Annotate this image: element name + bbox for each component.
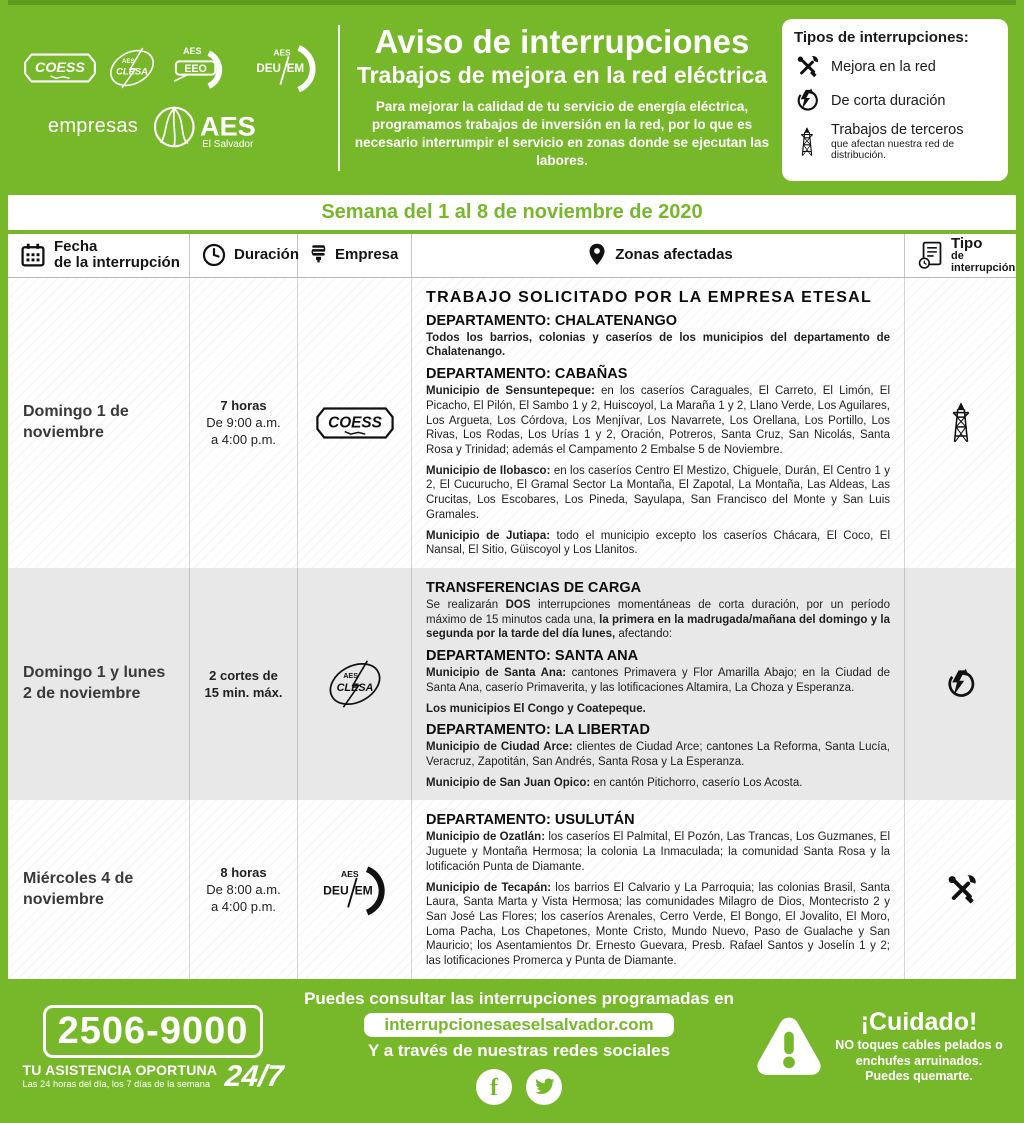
bulb-icon bbox=[310, 241, 327, 269]
tower-icon bbox=[905, 278, 1016, 568]
deusem-logo-em-text: EM bbox=[286, 61, 304, 75]
header-divider bbox=[338, 25, 340, 171]
zones-cell bbox=[412, 568, 905, 800]
table-row-miercoles-4 bbox=[8, 800, 1016, 978]
row-duration bbox=[190, 278, 298, 568]
aes-deusem-logo bbox=[298, 800, 412, 978]
deusem-logo-em-text: EM bbox=[354, 883, 373, 898]
column-header-zonas bbox=[412, 234, 905, 277]
aes-sub-text: El Salvador bbox=[202, 138, 254, 150]
caution-bold: NO bbox=[835, 1038, 855, 1053]
consult-block bbox=[294, 989, 744, 1105]
duration-line: 8 horas bbox=[220, 864, 267, 880]
aes-el-salvador-logo bbox=[150, 101, 300, 153]
row-date: Domingo 1 de noviembre bbox=[8, 278, 190, 568]
clesa-logo-aes-text: AES bbox=[121, 57, 135, 65]
assistance-block bbox=[20, 1005, 286, 1093]
deusem-logo-aes-text: AES bbox=[272, 47, 291, 58]
zone-paragraph: Municipio de Santa Ana: cantones Primavera y Flor Amarilla Abajo; en la Ciudad de Santa Ana, caserío Primaverita, y las lotificaciones Altamira, La Choza y Esperanza. bbox=[426, 667, 890, 694]
short-duration-icon bbox=[905, 568, 1016, 800]
badge-24-7: 24/7 bbox=[224, 1059, 285, 1093]
distributor-logos-row bbox=[16, 43, 332, 93]
page-description: Para mejorar la calidad de tu servicio de energía eléctrica, programamos trabajos de inversión en la red, por lo que es necesario interrumpir el servicio en zonas donde se ejecutan las labores. bbox=[354, 98, 770, 169]
deusem-logo-deu-text: DEU bbox=[322, 883, 349, 898]
row-date: Domingo 1 y lunes 2 de noviembre bbox=[8, 568, 190, 800]
empresas-label: empresas bbox=[47, 115, 139, 138]
tools-icon bbox=[905, 800, 1016, 978]
zone-paragraph: Municipio de Jutiapa: todo el municipio excepto los caseríos Chácara, El Coco, El Nansal, El Sitio, Güiscoyol y Los Llanitos. bbox=[426, 529, 890, 557]
fecha-line1: Fecha bbox=[54, 238, 98, 256]
row-duration bbox=[190, 568, 298, 800]
page-title: Aviso de interrupciones bbox=[374, 23, 750, 61]
consult-line1: Puedes consultar las interrupciones programadas en bbox=[304, 988, 734, 1008]
zones-title: TRABAJO SOLICITADO POR LA EMPRESA ETESAL bbox=[426, 288, 873, 306]
zone-paragraph: Se realizarán DOS interrupciones momentáneas de corta duración, por un período máximo de 15 minutos cada una, la primera en la madrugada/mañana del domingo y la segunda por la tarde del día lunes, afectando: bbox=[426, 598, 890, 641]
duration-line: a 4:00 p.m. bbox=[210, 432, 277, 448]
duration-line: 15 min. máx. bbox=[204, 685, 283, 701]
consult-line2: Y a través de nuestras redes sociales bbox=[367, 1040, 671, 1060]
zones-cell bbox=[412, 800, 905, 978]
department-heading: DEPARTAMENTO: CHALATENANGO bbox=[426, 312, 678, 329]
clesa-logo-aes-text: AES bbox=[342, 671, 358, 681]
table-row-domingo-1 bbox=[8, 278, 1016, 568]
department-heading: DEPARTAMENTO: USULUTÁN bbox=[426, 812, 635, 829]
assistance-subtitle: Las 24 horas del día, los 7 días de la semana bbox=[22, 1079, 211, 1090]
column-header-empresa bbox=[298, 234, 412, 277]
legend-label-mejora: Mejora en la red bbox=[831, 59, 936, 75]
department-heading: DEPARTAMENTO: LA LIBERTAD bbox=[426, 722, 650, 739]
tools-icon bbox=[794, 55, 820, 79]
legend-label-corta-duracion: De corta duración bbox=[831, 92, 946, 109]
legend-sublabel-terceros: que afectan nuestra red de distribución. bbox=[831, 139, 955, 162]
legend-title: Tipos de interrupciones: bbox=[794, 29, 969, 46]
duration-line: De 9:00 a.m. bbox=[206, 415, 281, 431]
coess-logo-text: COESS bbox=[34, 59, 85, 76]
column-label-empresa: Empresa bbox=[335, 246, 399, 264]
zone-paragraph: Municipio de Ozatlán: los caseríos El Palmital, El Pozón, Las Trancas, Los Guzmanes, El Juguete y Montaña Hermosa; la colonia La Inmaculada; la comunidad Santa Rosa y la lotificación Punta de Diamante. bbox=[426, 831, 891, 873]
legend-item-terceros bbox=[794, 122, 996, 162]
tipo-line2: de interrupción bbox=[951, 250, 1016, 274]
table-row-domingo-1-lunes-2 bbox=[8, 568, 1016, 800]
column-header-duracion bbox=[190, 234, 298, 277]
duration-line: 2 cortes de bbox=[209, 668, 278, 684]
column-label-zonas: Zonas afectadas bbox=[615, 246, 733, 264]
column-label-fecha bbox=[54, 239, 180, 271]
eeo-logo-text: EEO bbox=[183, 62, 207, 75]
assistance-title: TU ASISTENCIA OPORTUNA bbox=[22, 1062, 218, 1079]
clock-icon bbox=[202, 243, 226, 267]
zones-cell bbox=[412, 278, 905, 568]
column-label-tipo bbox=[951, 236, 1015, 275]
caution-text-block bbox=[834, 1009, 1004, 1085]
zone-paragraph: Municipio de Ciudad Arce: clientes de Ciudad Arce; cantones La Reforma, Santa Lucía, Veracruz, Zapotitán, San Andrés, Santa Rosa y La Esperanza. bbox=[426, 741, 890, 768]
row-date: Miércoles 4 de noviembre bbox=[8, 800, 190, 978]
clesa-logo-text: CLESA bbox=[115, 66, 148, 77]
zone-paragraph: Municipio de San Juan Opico: en cantón Pitichorro, caserío Los Acosta. bbox=[426, 776, 803, 789]
legend-item-mejora bbox=[794, 55, 996, 79]
caution-block bbox=[752, 1009, 1004, 1085]
assistance-row bbox=[22, 1059, 285, 1093]
zone-paragraph: Municipio de Ilobasco: en los caseríos Centro El Mestizo, Chiguele, Durán, El Centro 1 y 2, El Cucurucho, El Gramal Sector La Montaña, El Zapotal, La Montaña, Las Aldeas, Las Crucitas, Los Escobares, Los Pineda, Sayulapa, San Francisco del Monte y San Luis Gramales. bbox=[426, 464, 890, 521]
empresas-row bbox=[16, 101, 332, 153]
phone-number[interactable]: 2506-9000 bbox=[43, 1005, 264, 1059]
header bbox=[8, 5, 1016, 195]
department-heading: DEPARTAMENTO: CABAÑAS bbox=[426, 366, 628, 383]
footer bbox=[8, 979, 1016, 1115]
clesa-logo-text: CLESA bbox=[336, 682, 373, 695]
legend-label-terceros-wrap bbox=[831, 122, 996, 162]
zone-paragraph: Municipio de Tecapán: los barrios El Calvario y La Parroquia; las colonias Brasil, Santa Laura, Santa Marta y Vista Hermosa; las comunidades Milagro de Dios, Montecristo 2 y San José Las Flores; los caseríos Arenales, Cerro Verde, El Bongo, El Jovalito, El Moro, Loma Pacha, Los Chapetones, Monte Cristo, Mundo Nuevo, Paso de Gualache y San Mauricio; los Asentamientos Dr. Ernesto Guevara, Presb. Rafael Santos y Joselín 1 y 2; las lotificaciones Promerca y Punta de Diamante. bbox=[426, 881, 890, 968]
coess-logo bbox=[298, 278, 412, 568]
column-label-duracion: Duración bbox=[234, 246, 300, 264]
duration-line: 7 horas bbox=[220, 398, 267, 414]
short-duration-icon bbox=[794, 88, 820, 113]
website-link[interactable]: interrupcionesaeselsalvador.com bbox=[364, 1013, 673, 1037]
zone-paragraph: Todos los barrios, colonias y caseríos de los municipios del departamento de Chalatenango. bbox=[426, 331, 890, 359]
page-subtitle: Trabajos de mejora en la red eléctrica bbox=[356, 61, 768, 88]
department-heading: TRANSFERENCIAS DE CARGA bbox=[426, 579, 642, 596]
tipo-line1: Tipo bbox=[951, 234, 983, 252]
week-banner-text: Semana del 1 al 8 de noviembre de 2020 bbox=[321, 200, 703, 223]
warning-triangle-icon bbox=[752, 1014, 826, 1080]
aes-deusem-logo bbox=[247, 43, 327, 93]
facebook-icon[interactable]: f bbox=[476, 1069, 512, 1105]
column-header-tipo bbox=[905, 234, 1016, 277]
aes-eeo-logo bbox=[166, 43, 240, 93]
deusem-logo-deu-text: DEU bbox=[255, 61, 281, 75]
duration-line: a 4:00 p.m. bbox=[210, 899, 277, 915]
pin-icon bbox=[587, 242, 607, 268]
interruption-types-legend bbox=[782, 19, 1008, 181]
row-duration bbox=[190, 800, 298, 978]
caution-body bbox=[834, 1038, 1004, 1085]
table-header bbox=[8, 234, 1016, 278]
week-banner bbox=[8, 195, 1016, 234]
fecha-line2: de la interrupción bbox=[54, 254, 180, 272]
department-heading: DEPARTAMENTO: SANTA ANA bbox=[426, 648, 639, 665]
column-header-fecha bbox=[8, 234, 190, 277]
legend-label-terceros: Trabajos de terceros bbox=[831, 122, 964, 138]
coess-logo bbox=[22, 50, 98, 86]
header-title-block bbox=[346, 11, 778, 185]
aes-clesa-logo bbox=[105, 43, 159, 93]
tower-icon bbox=[794, 127, 820, 157]
legend-item-corta-duracion bbox=[794, 88, 996, 113]
assistance-text bbox=[22, 1062, 217, 1089]
zone-paragraph: Los municipios El Congo y Coatepeque. bbox=[426, 702, 646, 715]
calendar-icon bbox=[20, 242, 46, 268]
eeo-logo-aes-text: AES bbox=[182, 45, 202, 56]
caution-rest: toques cables pelados o enchufes arruinados. Puedes quemarte. bbox=[854, 1038, 1003, 1084]
deusem-logo-aes-text: AES bbox=[340, 868, 359, 879]
company-logos-group bbox=[16, 11, 332, 185]
coess-logo-text: COESS bbox=[327, 414, 382, 432]
caution-title: ¡Cuidado! bbox=[860, 1007, 978, 1036]
zone-paragraph: Municipio de Sensuntepeque: en los caseríos Caraguales, El Carreto, El Limón, El Picacho, El Pilón, El Sambo 1 y 2, Huiscoyol, La Maraña 1 y 2, Llano Verde, Los Aguilares, Los Argueta, Los Córdova, Los Menjívar, Los Navarrete, Los Orellana, Los Portillo, Los Rivas, Los Rodas, Los Urías 1 y 2, Oración, Potreros, Santa Cruz, San Nicolás, Santa Rosa y Trinidad; además el Campamento 2 Embalse 5 de Noviembre. bbox=[426, 385, 890, 456]
social-icons-row bbox=[476, 1069, 562, 1105]
aes-clesa-logo bbox=[298, 568, 412, 800]
twitter-icon[interactable] bbox=[526, 1069, 562, 1105]
duration-line: De 8:00 a.m. bbox=[206, 882, 281, 898]
aes-main-text: AES bbox=[200, 110, 256, 142]
clipboard-clock-icon bbox=[917, 241, 943, 270]
